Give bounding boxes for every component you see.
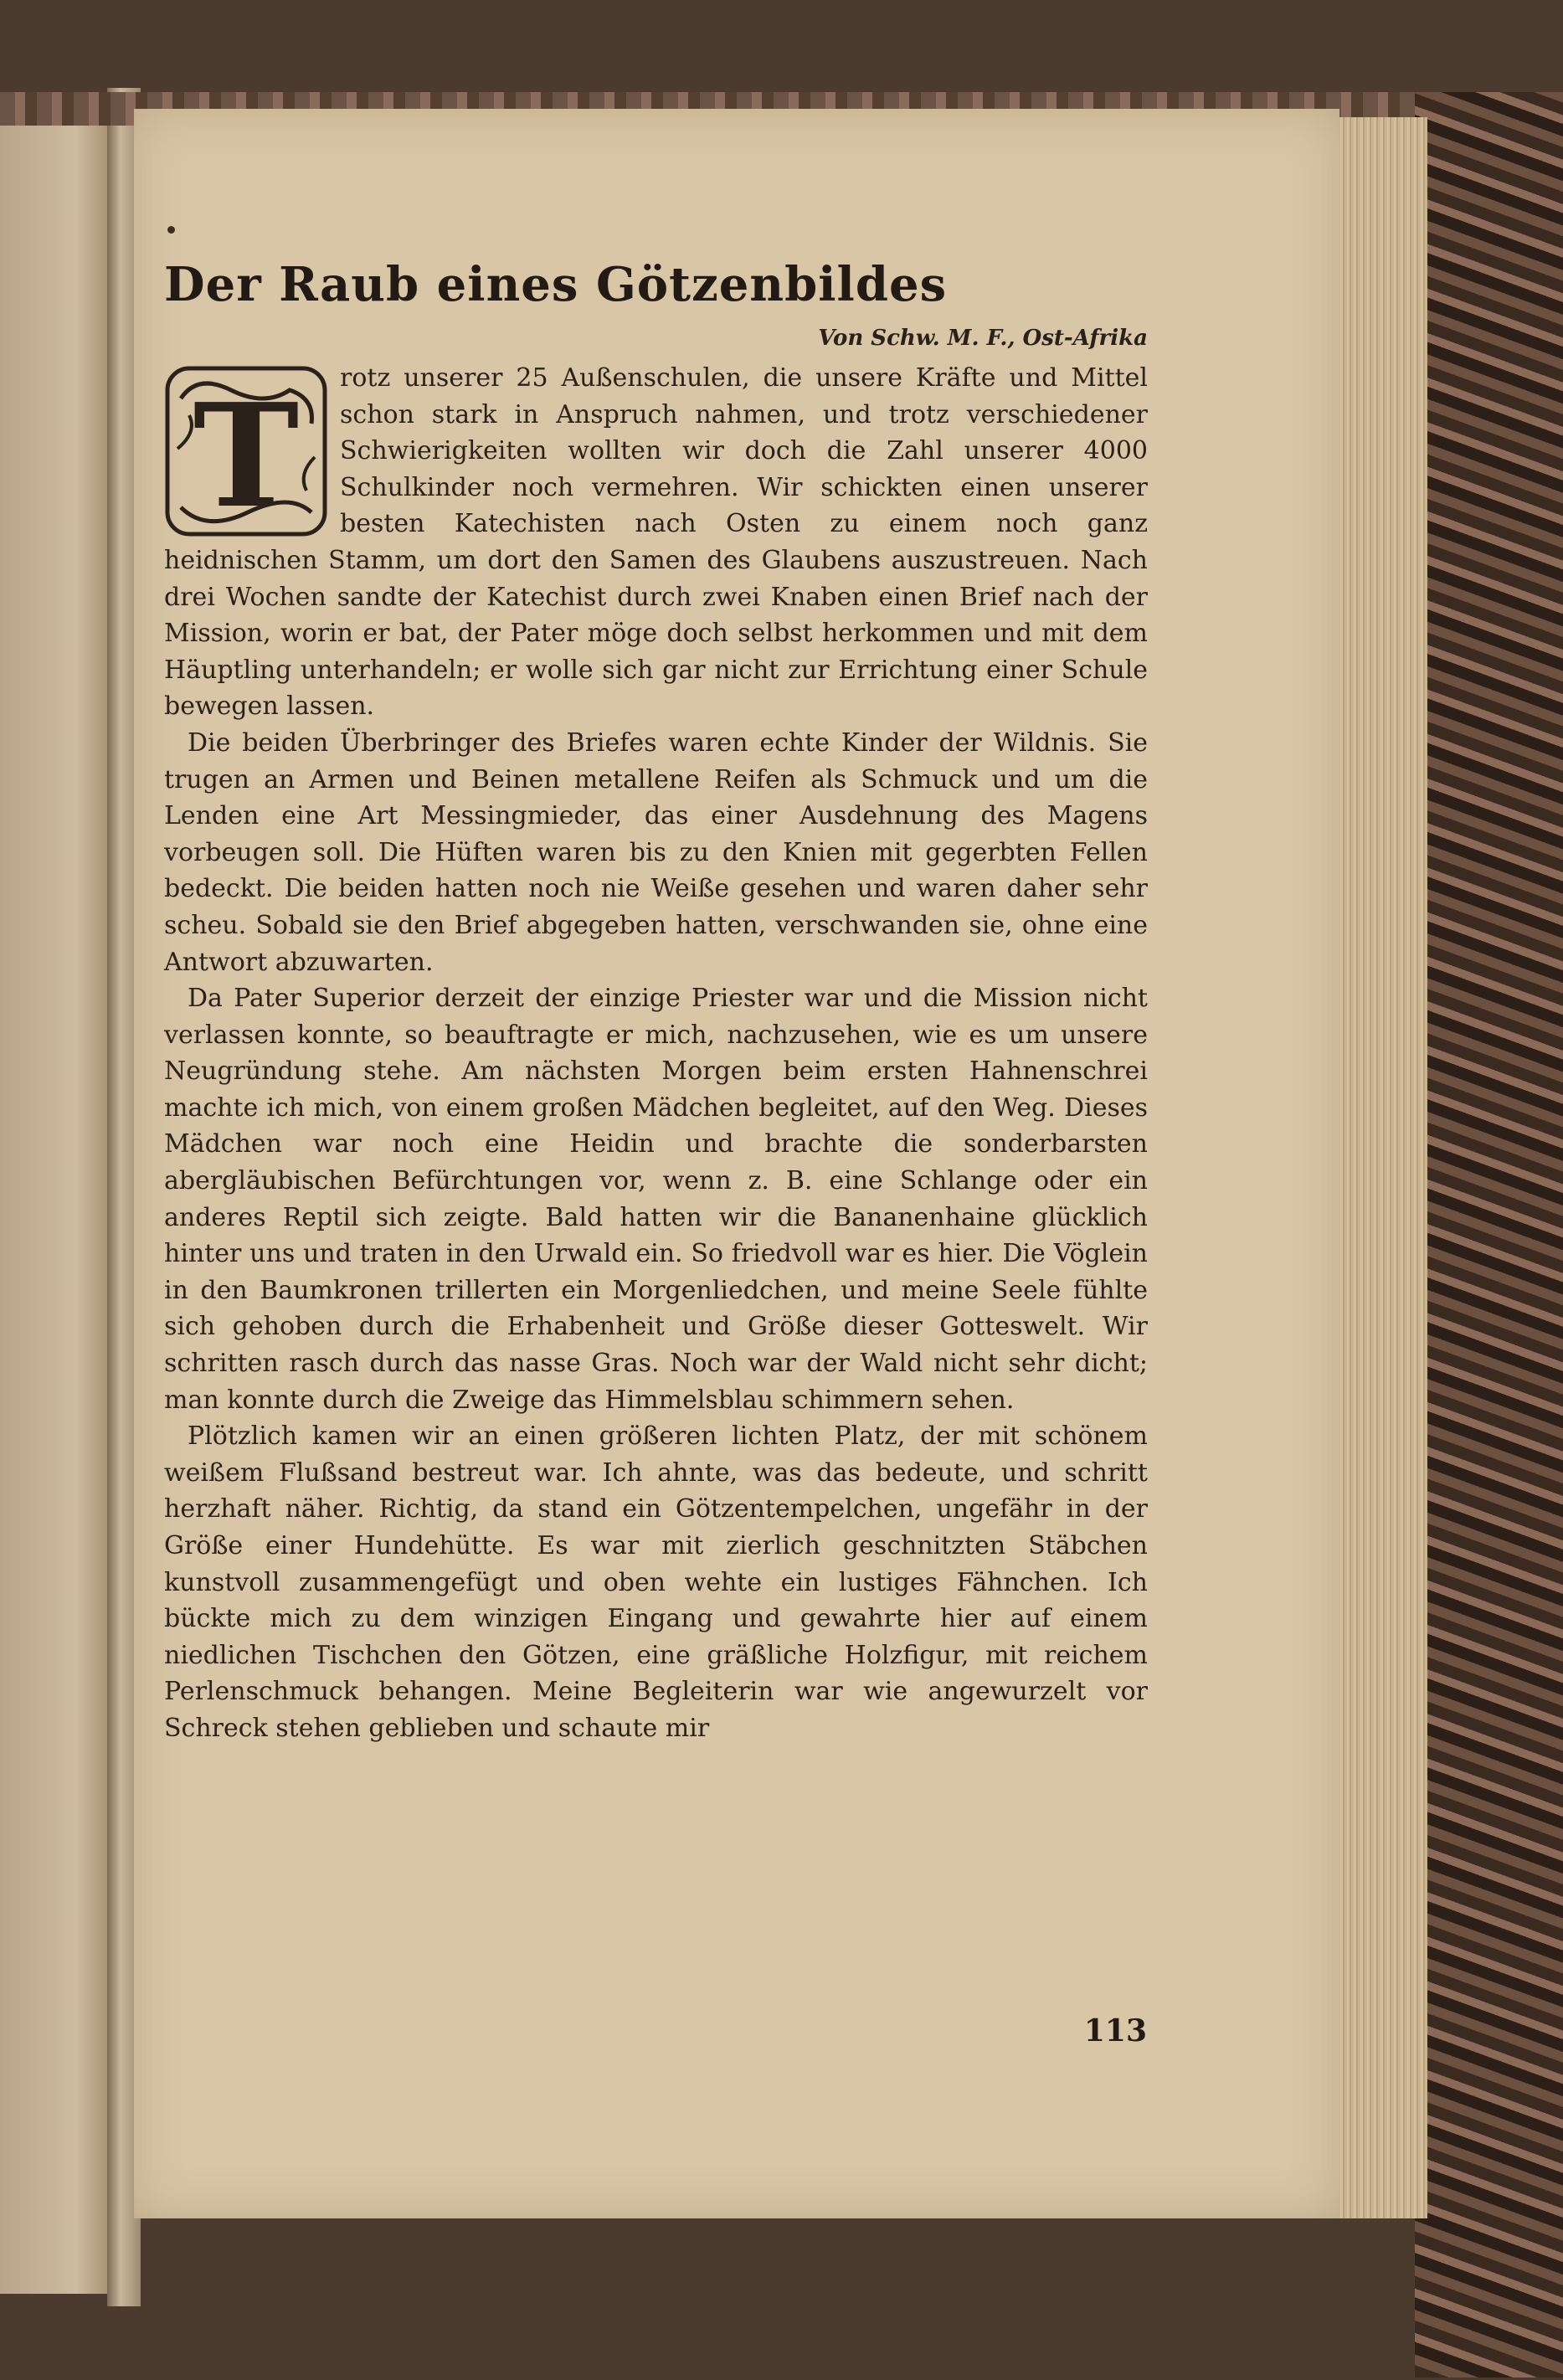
page-edges: [1327, 117, 1427, 2218]
dropcap-letter: T: [193, 373, 300, 537]
paragraph-4: Plötzlich kamen wir an einen größeren lichten Platz, der mit schönem weißem Flußsand bestreut war. Ich ahnte, was das bedeute, und schritt herzhaft näher. Richtig, da stand ein Götzentempelchen, ungefähr in der Größe einer Hundehütte. Es war mit zierlich geschnitzten Stäbchen kunstvoll zusammengefügt und oben wehte ein lustiges Fähnchen. Ich bückte mich zu dem winzigen Eingang und gewahrte hier auf einem niedlichen Tischchen den Götzen, eine gräßliche Holzfigur, mit reichem Perlenschmuck behangen. Meine Begleiterin war wie angewurzelt vor Schreck stehen geblieben und schaute mir: [164, 1421, 1148, 1743]
article: [164, 251, 1148, 1747]
paragraph-1: [164, 360, 1148, 725]
paragraph-1-text: rotz unserer 25 Außenschulen, die unsere Kräfte und Mittel schon stark in Anspruch nahmen, und trotz verschiedener Schwierigkeiten wollten wir doch die Zahl unserer 4000 Schulkinder noch vermehren. Wir schickten einen unserer besten Katechisten nach Osten zu einem noch ganz heidnischen Stamm, um dort den Samen des Glaubens auszustreuen. Nach drei Wochen sandte der Katechist durch zwei Knaben einen Brief nach der Mission, worin er bat, der Pater möge doch selbst herkommen und mit dem Häuptling unterhandeln; er wolle sich gar nicht zur Errichtung einer Schule bewegen lassen.: [164, 363, 1148, 722]
article-title: Der Raub eines Götzenbildes: [164, 257, 948, 312]
article-body: [164, 360, 1148, 1747]
dropcap-ornament: [164, 365, 328, 537]
cover-right-edge: [1415, 92, 1563, 2377]
page-number: 113: [1083, 2013, 1147, 2048]
paragraph-2: Die beiden Überbringer des Briefes waren echte Kinder der Wildnis. Sie trugen an Armen und Beinen metallene Reifen als Schmuck und um die Lenden eine Art Messingmieder, das einer Ausdehnung des Magens vorbeugen soll. Die Hüften waren bis zu den Knien mit gegerbten Fellen bedeckt. Die beiden hatten noch nie Weiße gesehen und waren daher sehr scheu. Sobald sie den Brief abgegeben hatten, verschwanden sie, ohne eine Antwort abzuwarten.: [164, 727, 1148, 977]
ink-dot: [167, 226, 175, 234]
left-page-edge: [0, 100, 109, 2294]
paragraph-3: Da Pater Superior derzeit der einzige Priester war und die Mission nicht verlassen konnte, so beauftragte er mich, nachzusehen, wie es um unsere Neugründung stehe. Am nächsten Morgen beim ersten Hahnenschrei machte ich mich, von einem großen Mädchen begleitet, auf den Weg. Dieses Mädchen war noch eine Heidin und brachte die sonderbarsten abergläubischen Befürchtungen vor, wenn z. B. eine Schlange oder ein anderes Reptil sich zeigte. Bald hatten wir die Bananenhaine glücklich hinter uns und traten in den Urwald ein. So friedvoll war es hier. Die Vöglein in den Baumkronen trillerten ein Morgenliedchen, und meine Seele fühlte sich gehoben durch die Erhabenheit und Größe dieser Gotteswelt. Wir schritten rasch durch das nasse Gras. Noch war der Wald nicht sehr dicht; man konnte durch die Zweige das Himmelsblau schimmern sehen.: [164, 984, 1148, 1415]
article-byline: Von Schw. M. F., Ost-Afrika: [818, 326, 1148, 351]
